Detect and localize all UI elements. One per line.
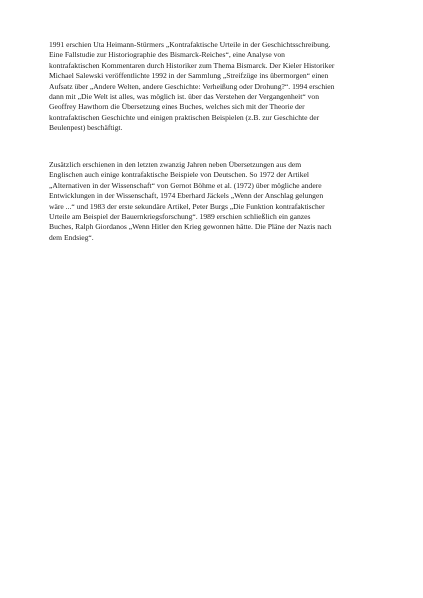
- paragraph-line: Beulenpest) beschäftigt.: [49, 123, 123, 133]
- paragraph-line: dann mit „Die Welt ist alles, was möglich ist. über das Verstehen der Vergangenheit“ von: [49, 92, 320, 102]
- paragraph-line: Urteile am Beispiel der Bauernkriegsforschung“. 1989 erschien schließlich ein ganzes: [49, 212, 311, 222]
- paragraph-line: kontrafaktischen Kommentaren durch Historiker zum Thema Bismarck. Der Kieler Historiker: [49, 60, 335, 70]
- paragraph-1: [49, 40, 389, 134]
- paragraph-line: „Alternativen in der Wissenschaft“ von Gernot Böhme et al. (1972) über mögliche andere: [49, 180, 322, 190]
- paragraph-2: [49, 160, 389, 243]
- paragraph-line: Zusätzlich erschienen in den letzten zwanzig Jahren neben Übersetzungen aus dem: [49, 160, 302, 169]
- paragraph-line: Buches, Ralph Giordanos „Wenn Hitler den Krieg gewonnen hätte. Die Pläne der Nazis nach: [49, 222, 332, 232]
- paragraph-line: Eine Fallstudie zur Historiographie des Bismarck-Reiches“, eine Analyse von: [49, 50, 285, 60]
- paragraph-line: dem Endsieg“.: [49, 232, 94, 242]
- paragraph-line: Geoffrey Hawthorn die Übersetzung eines Buches, welches sich mit der Theorie der: [49, 102, 305, 112]
- paragraph-line: Michael Salewski veröffentlichte 1992 in der Sammlung „Streifzüge ins übermorgen“ einen: [49, 71, 329, 81]
- paragraph-line: Entwicklungen in der Wissenschaft, 1974 Eberhard Jäckels „Wenn der Anschlag gelungen: [49, 191, 324, 201]
- paragraph-line: 1991 erschien Uta Heimann-Stürmers „Kontrafaktische Urteile in der Geschichtsschreibung.: [49, 40, 331, 49]
- paragraph-line: Englischen auch einige kontrafaktische Beispiele von Deutschen. So 1972 der Artikel: [49, 170, 310, 180]
- paragraph-line: kontrafaktischen Geschichte und einigen praktischen Beispielen (z.B. zur Geschichte der: [49, 112, 320, 122]
- paragraph-line: Aufsatz über „Andere Welten, andere Geschichte: Verheißung oder Drohung?“. 1994 erschien: [49, 81, 335, 91]
- paragraph-line: wäre ...“ und 1983 der erste sekundäre Artikel, Peter Burgs „Die Funktion kontrafaktischer: [49, 201, 325, 211]
